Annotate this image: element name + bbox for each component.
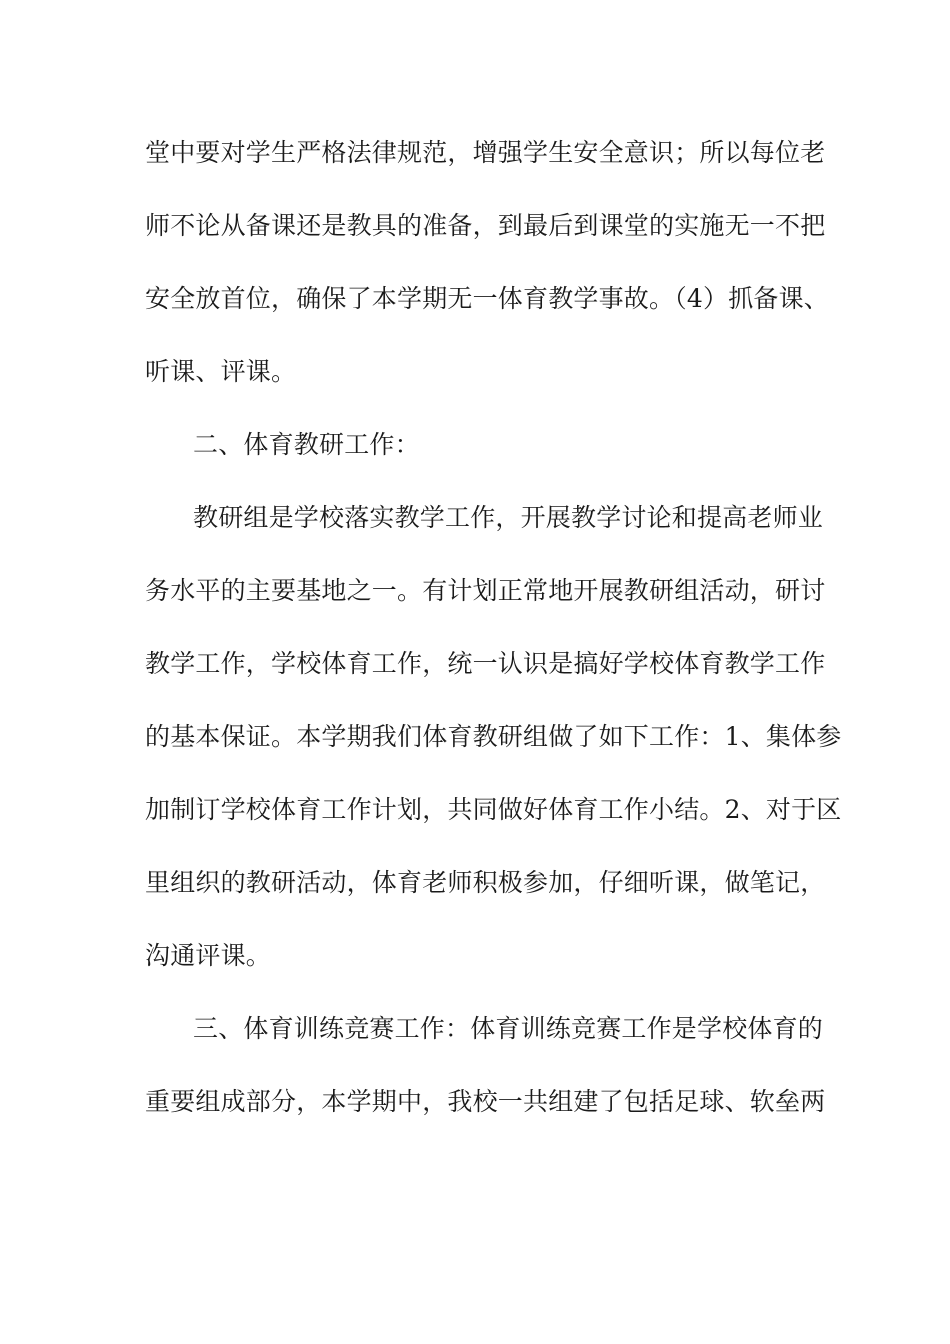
text-line: 的基本保证。本学期我们体育教研组做了如下工作：1、集体参 [145,722,842,751]
text-line: 里组织的教研活动，体育老师积极参加，仔细听课，做笔记， [145,868,826,897]
section-heading: 三、体育训练竞赛工作：体育训练竞赛工作是学校体育的 [193,1014,824,1043]
text-line: 加制订学校体育工作计划，共同做好体育工作小结。2、对于区 [145,795,842,824]
text-line: 教研组是学校落实教学工作，开展教学讨论和提高老师业 [193,503,824,532]
text-line: 师不论从备课还是教具的准备，到最后到课堂的实施无一不把 [145,211,826,240]
text-line: 堂中要对学生严格法律规范，增强学生安全意识；所以每位老 [145,138,826,167]
text-line: 务水平的主要基地之一。有计划正常地开展教研组活动，研讨 [145,576,826,605]
text-line: 安全放首位，确保了本学期无一体育教学事故。（4）抓备课、 [145,284,830,313]
section-heading: 二、体育教研工作： [193,430,420,459]
text-line: 听课、评课。 [145,357,297,386]
text-line: 重要组成部分，本学期中，我校一共组建了包括足球、软垒两 [145,1087,826,1116]
text-line: 教学工作，学校体育工作，统一认识是搞好学校体育教学工作 [145,649,826,678]
text-line: 沟通评课。 [145,941,272,970]
